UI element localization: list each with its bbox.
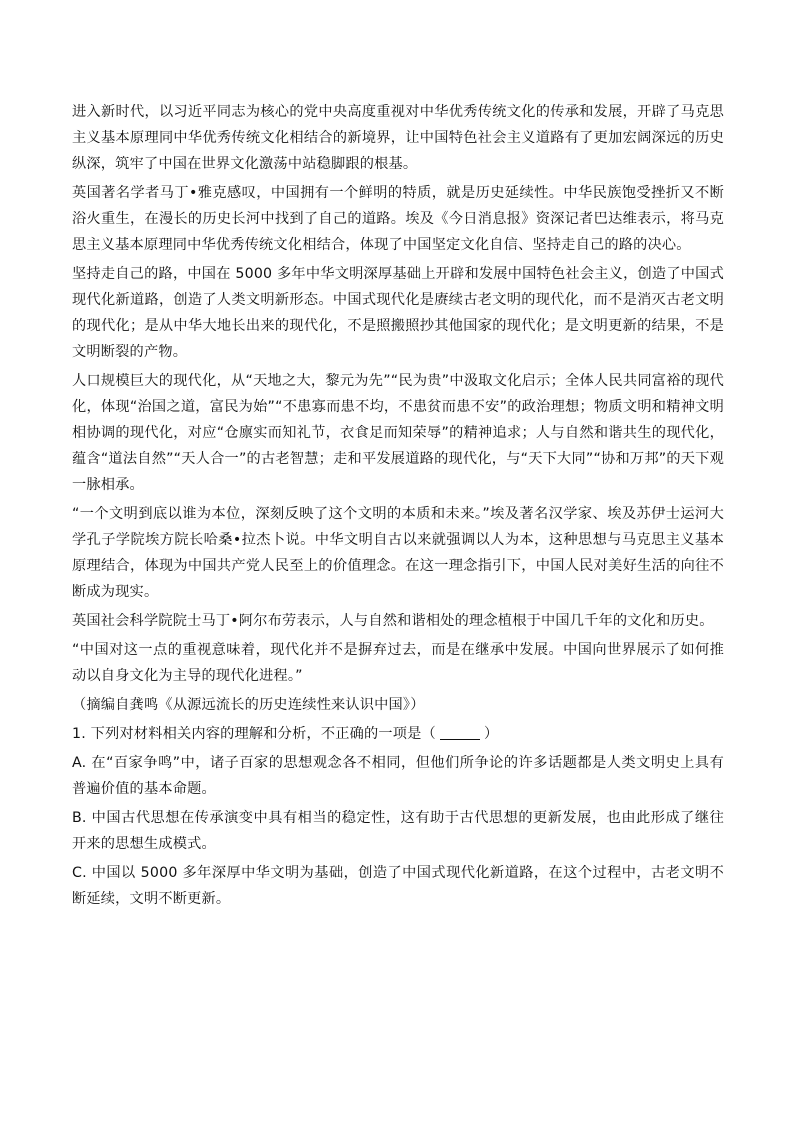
answer-blank[interactable] bbox=[440, 725, 480, 740]
option-a: A. 在“百家争鸣”中，诸子百家的思想观念各不相同，但他们所争论的许多话题都是人类文明史上具有普遍价值的基本命题。 bbox=[72, 755, 724, 797]
paragraph: 坚持走自己的路，中国在 5000 多年中华文明深厚基础上开辟和发展中国特色社会主义，创造了中国式现代化新道路，创造了人类文明新形态。中国式现代化是赓续古老文明的现代化，而不是消灭古老文明的现代化；是从中华大地长出来的现代化，不是照搬照抄其他国家的现代化；是文明更新的结果，不是文明断裂的产物。 bbox=[72, 266, 724, 360]
source-citation: （摘编自龚鸣《从源远流长的历史连续性来认识中国》） bbox=[72, 697, 425, 713]
paragraph: “中国对这一点的重视意味着，现代化并不是摒弃过去，而是在继承中发展。中国向世界展示了如何推动以自身文化为主导的现代化进程。” bbox=[72, 642, 724, 684]
document-body bbox=[72, 99, 724, 915]
paragraph: 人口规模巨大的现代化，从“天地之大，黎元为先”“民为贵”中汲取文化启示；全体人民共同富裕的现代化，体现“治国之道，富民为始”“不患寡而患不均，不患贫而患不安”的政治理想；物质文明和精神文明相协调的现代化，对应“仓廪实而知礼节，衣食足而知荣辱”的精神追求；人与自然和谐共生的现代化，蕴含“道法自然”“天人合一”的古老智慧；走和平发展道路的现代化，与“天下大同”“协和万邦”的天下观一脉相承。 bbox=[72, 373, 724, 493]
question-stem-close: ） bbox=[483, 726, 499, 742]
paragraph: “一个文明到底以谁为本位，深刻反映了这个文明的本质和未来。”埃及著名汉学家、埃及苏伊士运河大学孔子学院埃方院长哈桑•拉杰卜说。中华文明自古以来就强调以人为本，这种思想与马克思主义基本原理结合，体现为中国共产党人民至上的价值理念。在这一理念指引下，中国人民对美好生活的向往不断成为现实。 bbox=[72, 506, 724, 600]
question-stem-text: 1. 下列对材料相关内容的理解和分析，不正确的一项是（ bbox=[72, 726, 436, 742]
paragraph: 进入新时代，以习近平同志为核心的党中央高度重视对中华优秀传统文化的传承和发展，开辟了马克思主义基本原理同中华优秀传统文化相结合的新境界，让中国特色社会主义道路有了更加宏阔深远的历史纵深，筑牢了中国在世界文化激荡中站稳脚跟的根基。 bbox=[72, 104, 724, 172]
paragraph: 英国著名学者马丁•雅克感叹，中国拥有一个鲜明的特质，就是历史延续性。中华民族饱受挫折又不断浴火重生，在漫长的历史长河中找到了自己的道路。埃及《今日消息报》资深记者巴达维表示，将马克思主义基本原理同中华优秀传统文化相结合，体现了中国坚定文化自信、坚持走自己的路的决心。 bbox=[72, 185, 724, 253]
paragraph: 英国社会科学院院士马丁•阿尔布劳表示，人与自然和谐相处的理念植根于中国几千年的文化和历史。 bbox=[72, 613, 714, 629]
option-b: B. 中国古代思想在传承演变中具有相当的稳定性，这有助于古代思想的更新发展，也由此形成了继往开来的思想生成模式。 bbox=[72, 810, 724, 852]
question-stem bbox=[72, 721, 724, 747]
option-c: C. 中国以 5000 多年深厚中华文明为基础，创造了中国式现代化新道路，在这个过程中，古老文明不断延续，文明不断更新。 bbox=[72, 865, 724, 907]
